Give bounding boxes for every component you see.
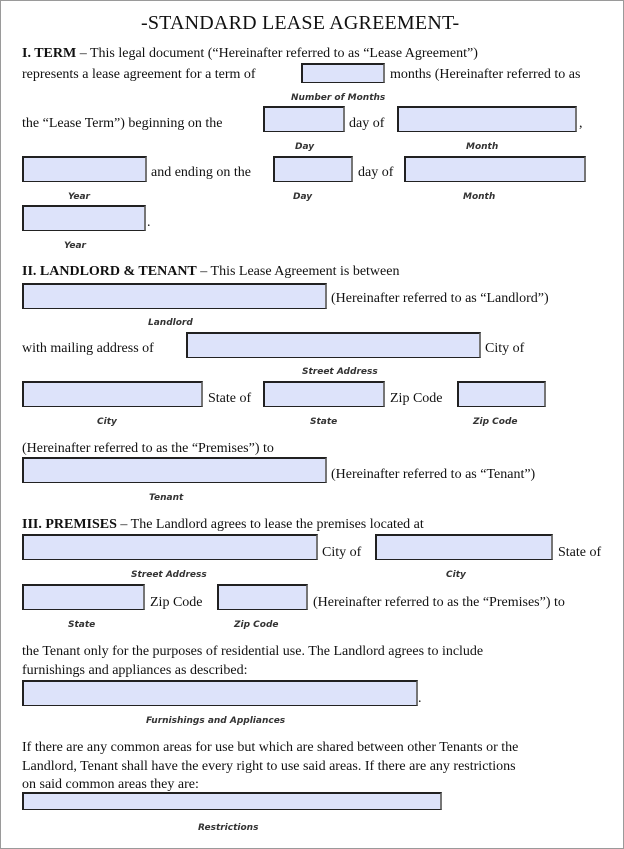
- term-line-5: .: [147, 215, 151, 230]
- premises-city-of-label: City of: [322, 545, 362, 560]
- premises-zip-caption: Zip Code: [234, 620, 279, 630]
- document-title: -STANDARD LEASE AGREEMENT-: [141, 12, 460, 34]
- residential-use-line-1: the Tenant only for the purposes of residential use. The Landlord agrees to include: [22, 644, 484, 659]
- term-line-2a: represents a lease agreement for a term of: [22, 67, 256, 82]
- term-line-1-text: – This legal document (“Hereinafter referred to as “Lease Agreement”): [76, 46, 478, 61]
- end-month-caption: Month: [463, 192, 496, 202]
- landlord-zip-caption: Zip Code: [473, 417, 518, 427]
- premises-line-1-text: – The Landlord agrees to lease the premises located at: [116, 517, 424, 532]
- landlord-street-caption: Street Address: [302, 367, 378, 377]
- start-year-field[interactable]: [22, 156, 147, 182]
- landlord-state-caption: State: [310, 417, 338, 427]
- landlord-name-field[interactable]: [22, 283, 327, 309]
- common-areas-line-1: If there are any common areas for use but which are shared between other Tenants or the: [22, 740, 519, 755]
- landlord-city-of-label: City of: [485, 341, 525, 356]
- number-of-months-field[interactable]: [301, 63, 385, 83]
- furnishings-period: .: [418, 691, 422, 706]
- premises-city-caption: City: [446, 570, 466, 580]
- landlord-caption: Landlord: [148, 318, 193, 328]
- start-year-caption: Year: [68, 192, 90, 202]
- mailing-address-label: with mailing address of: [22, 341, 154, 356]
- premises-ref: (Hereinafter referred to as the “Premises”) to: [313, 595, 565, 610]
- premises-line-1: [22, 517, 424, 533]
- landlord-state-field[interactable]: [263, 381, 385, 407]
- landlord-premises-ref: (Hereinafter referred to as the “Premises”) to: [22, 441, 274, 456]
- residential-use-line-2: furnishings and appliances as described:: [22, 663, 248, 678]
- start-month-caption: Month: [466, 142, 499, 152]
- common-areas-line-3: on said common areas they are:: [22, 777, 199, 792]
- restrictions-field[interactable]: [22, 792, 442, 810]
- start-month-field[interactable]: [397, 106, 577, 132]
- landlord-ref: (Hereinafter referred to as “Landlord”): [331, 291, 549, 306]
- landlord-tenant-line-1: [22, 264, 399, 280]
- term-line-2b: months (Hereinafter referred to as: [390, 67, 581, 82]
- landlord-street-address-field[interactable]: [186, 332, 481, 358]
- tenant-ref: (Hereinafter referred to as “Tenant”): [331, 467, 536, 482]
- premises-street-address-field[interactable]: [22, 534, 318, 560]
- landlord-zip-code-label: Zip Code: [390, 391, 443, 406]
- end-day-field[interactable]: [273, 156, 353, 182]
- premises-state-caption: State: [68, 620, 96, 630]
- landlord-tenant-heading: II. LANDLORD & TENANT: [22, 264, 197, 279]
- end-day-caption: Day: [293, 192, 313, 202]
- landlord-city-field[interactable]: [22, 381, 203, 407]
- term-line-1: [22, 46, 478, 62]
- premises-heading: III. PREMISES: [22, 517, 117, 532]
- furnishings-caption: Furnishings and Appliances: [146, 716, 286, 726]
- tenant-caption: Tenant: [149, 493, 184, 503]
- start-day-caption: Day: [295, 142, 315, 152]
- term-line-4b: day of: [358, 165, 394, 180]
- furnishings-field[interactable]: [22, 680, 418, 706]
- number-of-months-caption: Number of Months: [291, 93, 386, 103]
- premises-state-of-label: State of: [558, 545, 602, 560]
- landlord-tenant-line-1-text: – This Lease Agreement is between: [196, 264, 400, 279]
- premises-street-caption: Street Address: [131, 570, 207, 580]
- term-line-3c: ,: [579, 116, 583, 131]
- term-line-4a: and ending on the: [151, 165, 251, 180]
- term-line-3a: the “Lease Term”) beginning on the: [22, 116, 223, 131]
- premises-zip-code-label: Zip Code: [150, 595, 203, 610]
- end-year-caption: Year: [64, 241, 86, 251]
- tenant-name-field[interactable]: [22, 457, 327, 483]
- term-line-3b: day of: [349, 116, 385, 131]
- term-heading: I. TERM: [22, 46, 77, 61]
- premises-city-field[interactable]: [375, 534, 553, 560]
- end-month-field[interactable]: [404, 156, 586, 182]
- landlord-zip-field[interactable]: [457, 381, 546, 407]
- common-areas-line-2: Landlord, Tenant shall have the every right to use said areas. If there are any restrictions: [22, 759, 516, 774]
- restrictions-caption: Restrictions: [198, 823, 259, 833]
- end-year-field[interactable]: [22, 205, 146, 231]
- premises-state-field[interactable]: [22, 584, 145, 610]
- landlord-city-caption: City: [97, 417, 117, 427]
- start-day-field[interactable]: [263, 106, 345, 132]
- landlord-state-of-label: State of: [208, 391, 252, 406]
- premises-zip-field[interactable]: [217, 584, 308, 610]
